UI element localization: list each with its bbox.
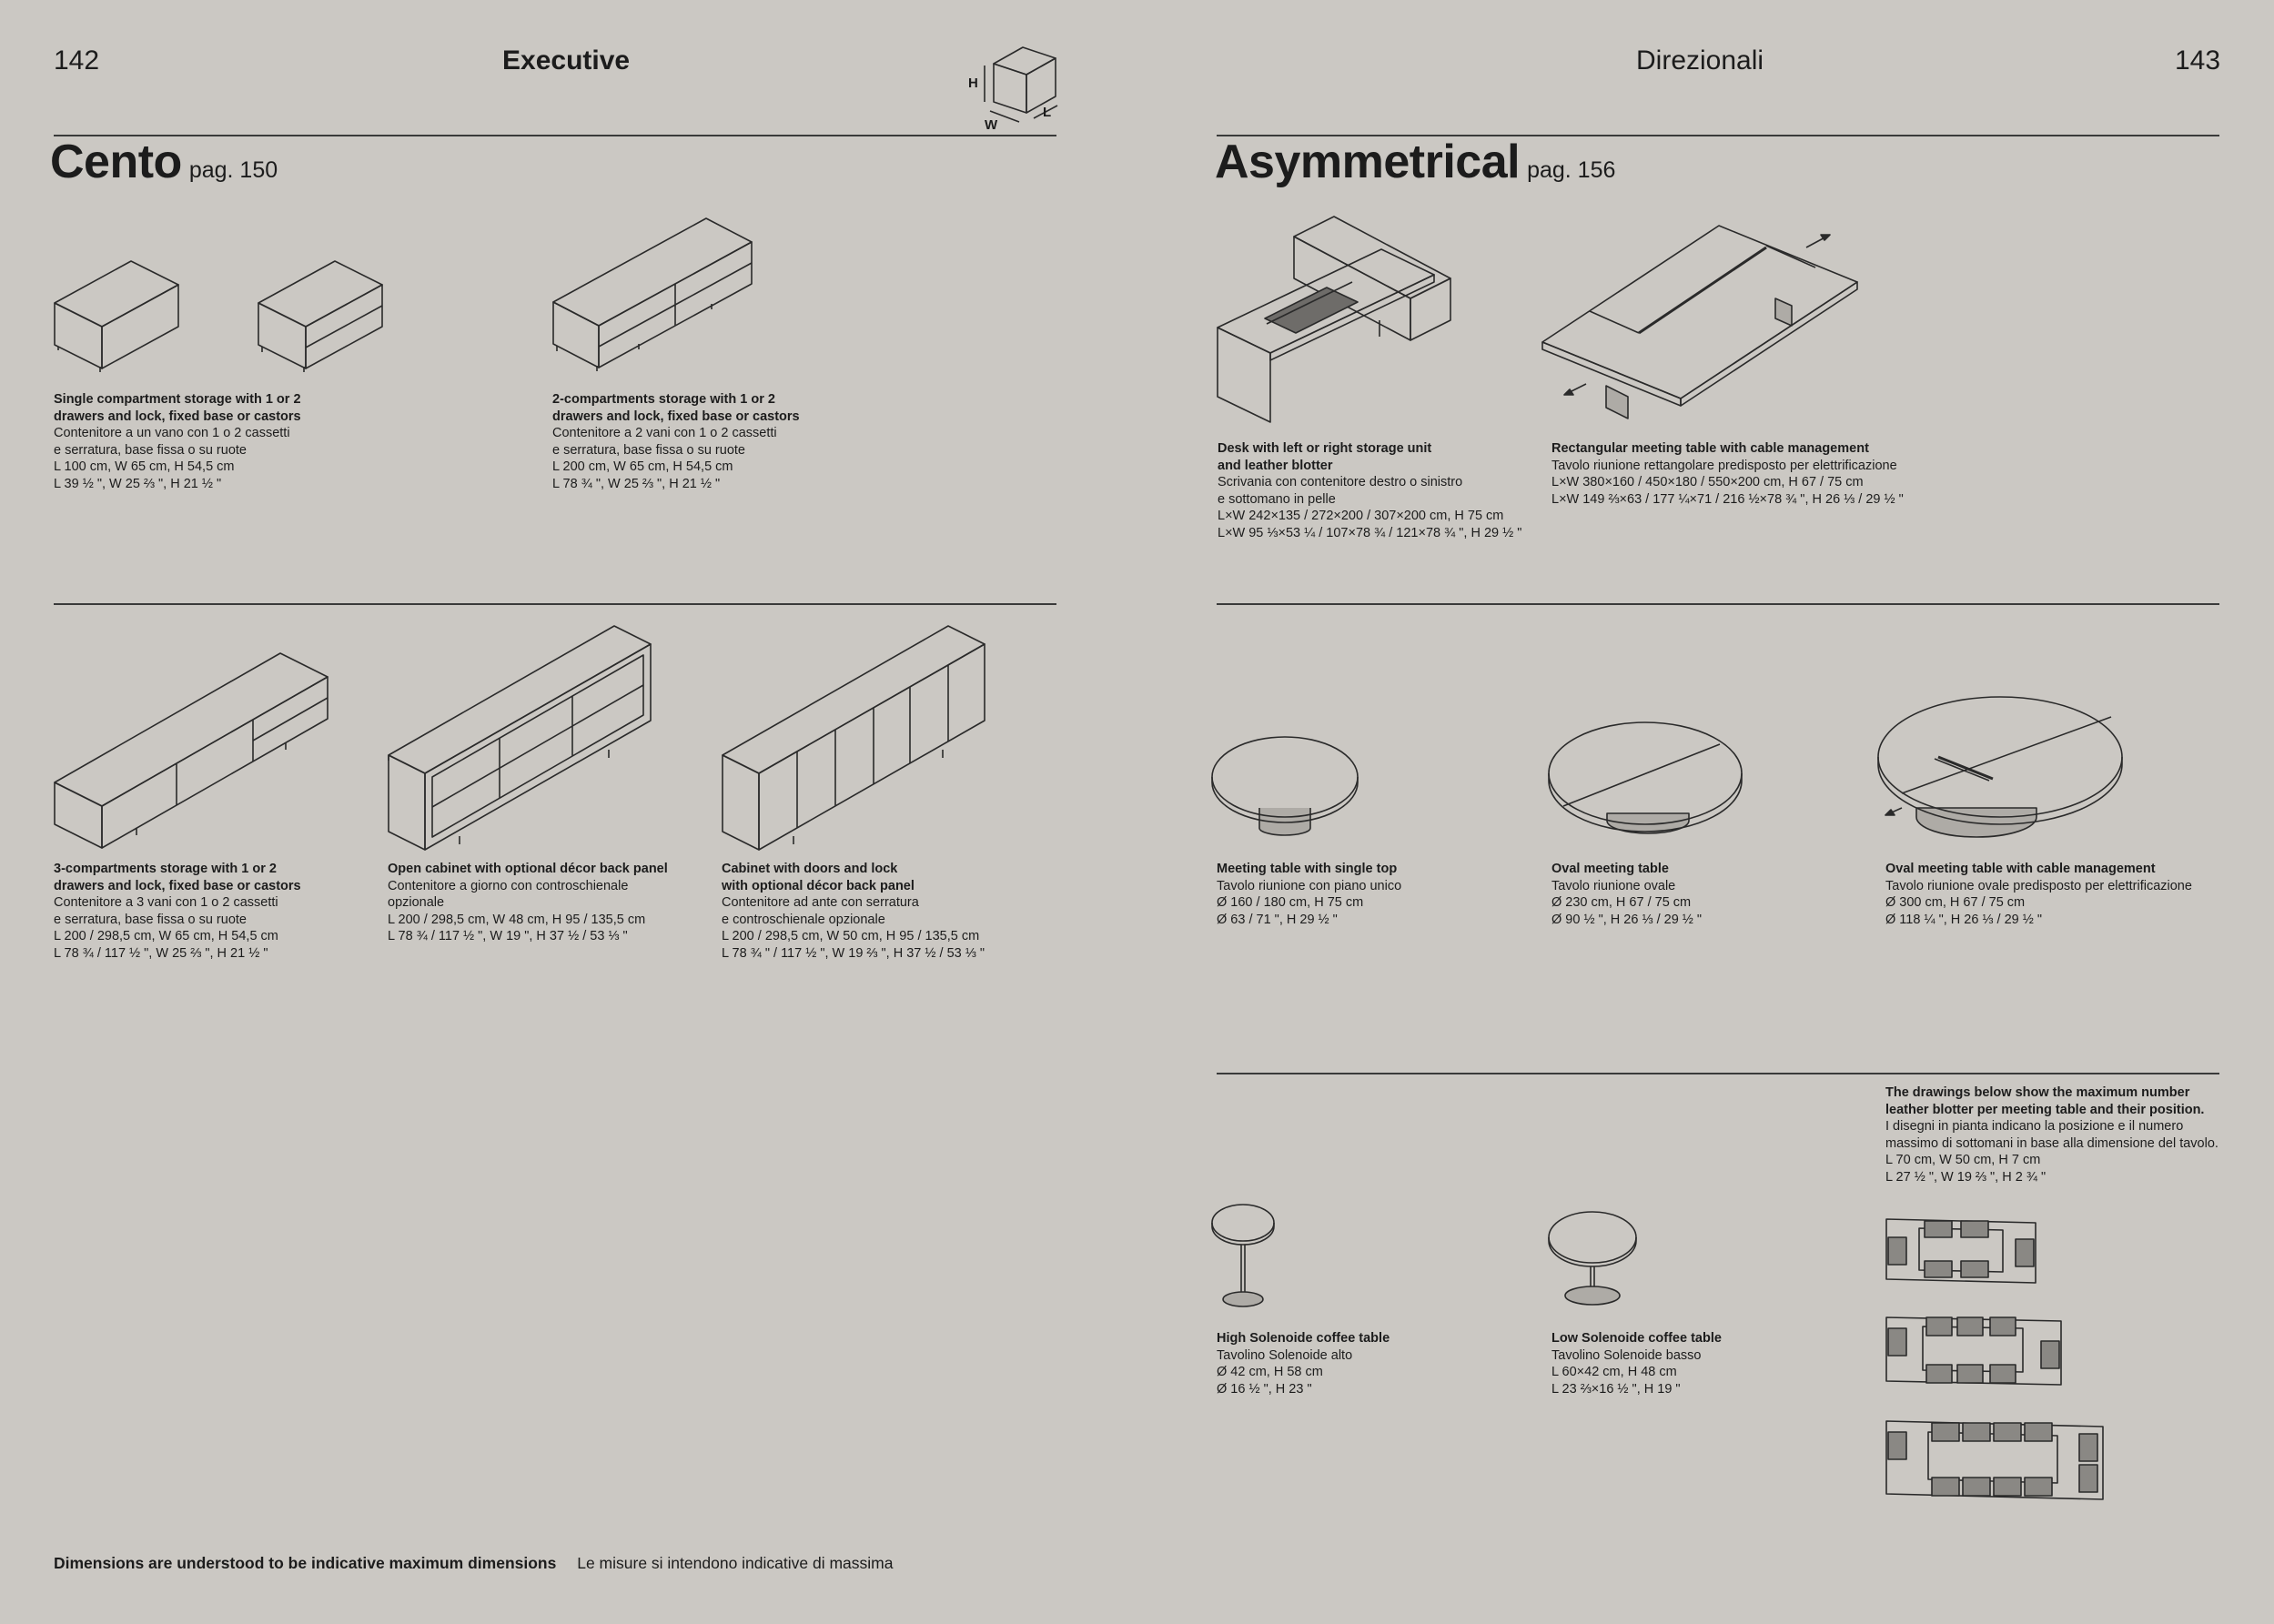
caption-line: L×W 149 ⅔×63 / 177 ¼×71 / 216 ½×78 ¾ ", H 26 ⅓ / 29 ½ " (1551, 491, 1904, 507)
plan-view-small-table (1885, 1217, 2039, 1285)
caption-line: L 200 / 298,5 cm, W 48 cm, H 95 / 135,5 cm (388, 912, 646, 927)
single-storage-drawing (53, 259, 389, 373)
caption-line: Ø 63 / 71 ", H 29 ½ " (1217, 912, 1338, 927)
caption-title: Low Solenoide coffee table (1551, 1331, 1722, 1346)
section-rule-bottom (1217, 1073, 2219, 1074)
caption-title: Meeting table with single top (1217, 862, 1398, 876)
low-coffee-table-drawing (1545, 1210, 1640, 1312)
caption-title: Oval meeting table with cable management (1885, 862, 2156, 876)
caption-line: Tavolo riunione con piano unico (1217, 878, 1402, 893)
series-name: Asymmetrical (1215, 136, 1521, 188)
three-compartment-storage-drawing (53, 651, 330, 850)
caption-title: drawers and lock, fixed base or castors (54, 878, 301, 893)
caption-line: e serratura, base fissa o su ruote (552, 442, 745, 458)
caption-line: massimo di sottomani in base alla dimensione del tavolo. (1885, 1135, 2218, 1151)
caption-line: e serratura, base fissa o su ruote (54, 912, 247, 927)
caption-line: Tavolo riunione ovale (1551, 878, 1676, 893)
rectangular-meeting-table-drawing (1541, 224, 1861, 424)
caption-line: Contenitore ad ante con serratura (722, 895, 919, 910)
caption-line: Scrivania con contenitore destro o sinistro (1218, 475, 1463, 489)
caption-line: e controschienale opzionale (722, 912, 885, 927)
caption-line: opzionale (388, 895, 445, 910)
legend-h-label: H (968, 76, 978, 91)
section-rule-left (54, 603, 1056, 605)
caption-line: Tavolino Solenoide alto (1217, 1347, 1353, 1363)
caption-line: Contenitore a 2 vani con 1 o 2 cassetti (552, 426, 777, 440)
caption-line: L 60×42 cm, H 48 cm (1551, 1365, 1677, 1379)
caption-line: Ø 90 ½ ", H 26 ⅓ / 29 ½ " (1551, 912, 1703, 927)
caption-line: Tavolo riunione rettangolare predisposto per elettrificazione (1551, 458, 1897, 473)
open-cabinet-drawing (387, 624, 652, 852)
series-title-cento (50, 135, 278, 189)
caption-rectangular-meeting-table (1551, 440, 2025, 508)
caption-title: 3-compartments storage with 1 or 2 (54, 862, 277, 876)
caption-line: I disegni in pianta indicano la posizione e il numero (1885, 1119, 2184, 1134)
caption-line: Ø 42 cm, H 58 cm (1217, 1365, 1323, 1379)
caption-title: Cabinet with doors and lock (722, 862, 898, 876)
caption-blotter-note (1885, 1084, 2249, 1185)
plan-view-medium-table (1885, 1316, 2065, 1387)
footer-note-it: Le misure si intendono indicative di massima (577, 1554, 894, 1572)
caption-line: Ø 16 ½ ", H 23 " (1217, 1381, 1312, 1397)
caption-line: L 200 / 298,5 cm, W 65 cm, H 54,5 cm (54, 929, 278, 943)
series-page-ref: pag. 156 (1527, 157, 1616, 183)
caption-title: leather blotter per meeting table and their position. (1885, 1102, 2205, 1117)
caption-line: L 39 ½ ", W 25 ⅔ ", H 21 ½ " (54, 476, 222, 491)
footer-note (54, 1554, 893, 1573)
caption-line: L 78 ¾ ", W 25 ⅔ ", H 21 ½ " (552, 476, 721, 491)
series-title-asymmetrical (1215, 135, 1615, 189)
caption-line: Tavolo riunione ovale predisposto per elettrificazione (1885, 878, 2192, 893)
caption-line: L×W 380×160 / 450×180 / 550×200 cm, H 67 / 75 cm (1551, 475, 1864, 489)
caption-title: High Solenoide coffee table (1217, 1331, 1390, 1346)
caption-line: Ø 118 ¼ ", H 26 ⅓ / 29 ½ " (1885, 912, 2043, 927)
caption-title: Desk with left or right storage unit (1218, 441, 1432, 456)
caption-title: with optional décor back panel (722, 878, 915, 893)
series-page-ref: pag. 150 (188, 157, 278, 183)
caption-title: Oval meeting table (1551, 862, 1669, 876)
caption-line: Ø 300 cm, H 67 / 75 cm (1885, 895, 2026, 910)
caption-two-compartment-storage (552, 391, 953, 492)
caption-line: L 70 cm, W 50 cm, H 7 cm (1885, 1153, 2041, 1167)
legend-l-label: L (1043, 105, 1052, 120)
caption-cabinet-with-doors (722, 861, 1122, 962)
caption-line: e sottomano in pelle (1218, 491, 1336, 507)
caption-line: Ø 160 / 180 cm, H 75 cm (1217, 895, 1364, 910)
meeting-table-single-top-drawing (1210, 735, 1361, 844)
section-rule-right (1217, 603, 2219, 605)
oval-meeting-table-drawing (1545, 719, 1745, 844)
caption-line: L×W 242×135 / 272×200 / 307×200 cm, H 75 cm (1218, 509, 1504, 523)
caption-line: Tavolino Solenoide basso (1551, 1347, 1702, 1363)
caption-line: Contenitore a 3 vani con 1 o 2 cassetti (54, 895, 278, 910)
caption-single-storage (54, 391, 454, 492)
caption-title: and leather blotter (1218, 458, 1333, 473)
caption-oval-meeting-table-cable (1885, 861, 2249, 928)
right-running-title: Direzionali (1636, 45, 1764, 76)
caption-title: drawers and lock, fixed base or castors (54, 409, 301, 424)
caption-line: L 200 cm, W 65 cm, H 54,5 cm (552, 459, 733, 474)
desk-drawing (1216, 215, 1454, 426)
caption-line: L 27 ½ ", W 19 ⅔ ", H 2 ¾ " (1885, 1169, 2047, 1185)
left-running-title: Executive (502, 45, 631, 76)
caption-line: L 200 / 298,5 cm, W 50 cm, H 95 / 135,5 cm (722, 929, 980, 943)
caption-line: L 78 ¾ / 117 ½ ", W 25 ⅔ ", H 21 ½ " (54, 945, 268, 961)
left-page-number: 142 (54, 45, 100, 76)
caption-line: Contenitore a giorno con controschienale (388, 878, 629, 893)
footer-note-en: Dimensions are understood to be indicative maximum dimensions (54, 1554, 557, 1572)
caption-title: Single compartment storage with 1 or 2 (54, 392, 301, 407)
high-coffee-table-drawing (1210, 1203, 1283, 1312)
caption-title: Rectangular meeting table with cable management (1551, 441, 1869, 456)
right-page-number: 143 (2175, 45, 2221, 76)
caption-line: L 100 cm, W 65 cm, H 54,5 cm (54, 459, 235, 474)
legend-w-label: W (985, 117, 998, 133)
caption-line: L 78 ¾ " / 117 ½ ", W 19 ⅔ ", H 37 ½ / 53 ⅓ " (722, 945, 985, 961)
caption-title: drawers and lock, fixed base or castors (552, 409, 800, 424)
caption-line: Contenitore a un vano con 1 o 2 cassetti (54, 426, 290, 440)
series-name: Cento (50, 136, 182, 188)
dimension-legend-icon (963, 42, 1063, 133)
caption-line: e serratura, base fissa o su ruote (54, 442, 247, 458)
caption-title: The drawings below show the maximum number (1885, 1085, 2190, 1100)
caption-line: L 23 ⅔×16 ½ ", H 19 " (1551, 1381, 1681, 1397)
two-compartment-storage-drawing (551, 217, 753, 371)
caption-title: 2-compartments storage with 1 or 2 (552, 392, 775, 407)
plan-view-large-table (1885, 1419, 2107, 1501)
caption-line: Ø 230 cm, H 67 / 75 cm (1551, 895, 1692, 910)
cabinet-with-doors-drawing (721, 624, 986, 852)
oval-meeting-table-cable-drawing (1875, 695, 2127, 844)
caption-line: L 78 ¾ / 117 ½ ", W 19 ", H 37 ½ / 53 ⅓ " (388, 929, 628, 943)
caption-line: L×W 95 ⅓×53 ¼ / 107×78 ¾ / 121×78 ¾ ", H 29 ½ " (1218, 525, 1522, 540)
caption-title: Open cabinet with optional décor back panel (388, 862, 668, 876)
